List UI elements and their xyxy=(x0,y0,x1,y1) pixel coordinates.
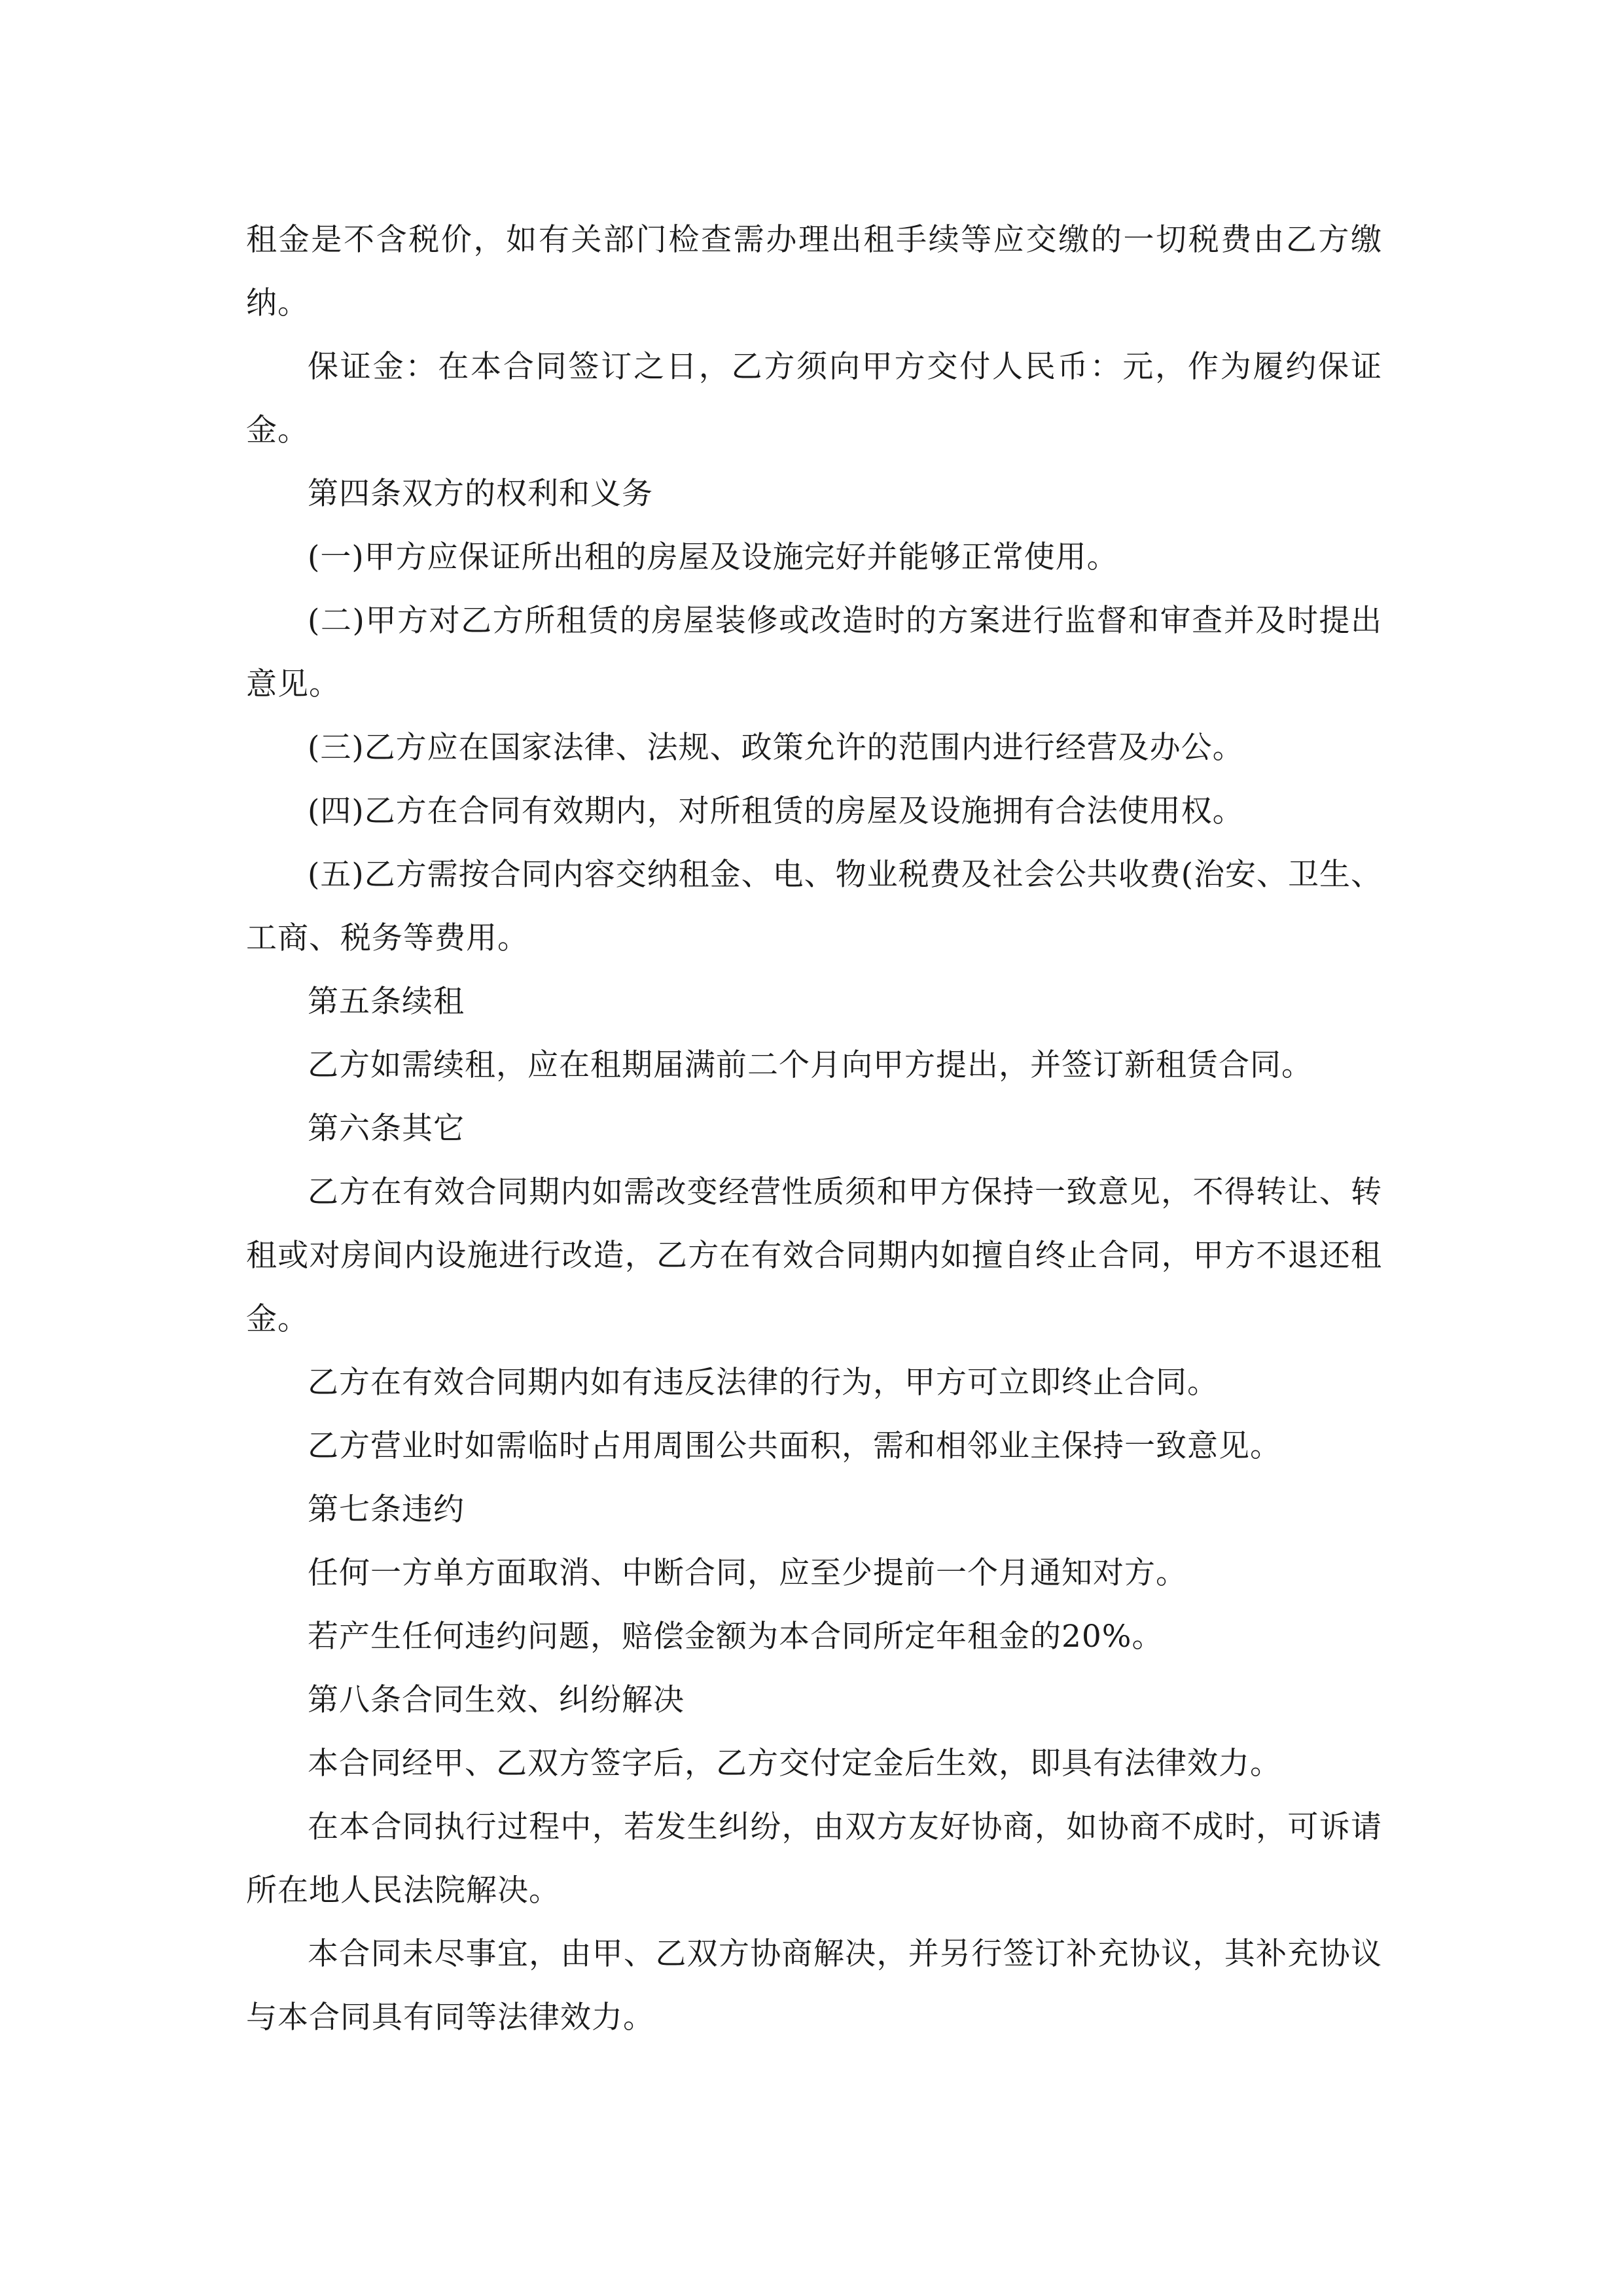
paragraph-item-1: (一)甲方应保证所出租的房屋及设施完好并能够正常使用。 xyxy=(308,539,1118,575)
paragraph-item-3: (三)乙方应在国家法律、法规、政策允许的范围内进行经营及办公。 xyxy=(308,730,1244,766)
paragraph-tax-clause: 租金是不含税价，如有关部门检查需办理出租手续等应交缴的一切税费由乙方缴纳。 xyxy=(246,222,1382,321)
paragraph-item-2: (二)甲方对乙方所租赁的房屋装修或改造时的方案进行监督和审查并及时提出意见。 xyxy=(246,603,1382,702)
paragraph-effect-1: 本合同经甲、乙双方签字后，乙方交付定金后生效，即具有法律效力。 xyxy=(308,1746,1281,1782)
section-heading-article-4: 第四条双方的权利和义务 xyxy=(308,476,653,512)
paragraph-breach-1: 任何一方单方面取消、中断合同，应至少提前一个月通知对方。 xyxy=(308,1555,1187,1591)
paragraph-item-5: (五)乙方需按合同内容交纳租金、电、物业税费及社会公共收费(治安、卫生、工商、税务等费用。 xyxy=(246,857,1383,956)
section-heading-article-5: 第五条续租 xyxy=(308,984,465,1020)
section-heading-article-7: 第七条违约 xyxy=(308,1492,465,1528)
paragraph-effect-2: 在本合同执行过程中，若发生纠纷，由双方友好协商，如协商不成时，可诉请所在地人民法院解决。 xyxy=(246,1809,1382,1909)
contract-body xyxy=(246,208,1382,2049)
section-heading-article-8: 第八条合同生效、纠纷解决 xyxy=(308,1682,685,1718)
paragraph-renewal: 乙方如需续租，应在租期届满前二个月向甲方提出，并签订新租赁合同。 xyxy=(308,1047,1313,1083)
section-heading-article-6: 第六条其它 xyxy=(308,1111,465,1147)
paragraph-other-3: 乙方营业时如需临时占用周围公共面积，需和相邻业主保持一致意见。 xyxy=(308,1428,1281,1464)
paragraph-deposit: 保证金：在本合同签订之日，乙方须向甲方交付人民币：元，作为履约保证金。 xyxy=(246,349,1382,448)
paragraph-other-2: 乙方在有效合同期内如有违反法律的行为，甲方可立即终止合同。 xyxy=(308,1365,1219,1401)
paragraph-item-4: (四)乙方在合同有效期内，对所租赁的房屋及设施拥有合法使用权。 xyxy=(308,793,1244,829)
paragraph-other-1: 乙方在有效合同期内如需改变经营性质须和甲方保持一致意见，不得转让、转租或对房间内设施进行改造，乙方在有效合同期内如擅自终止合同，甲方不退还租金。 xyxy=(246,1174,1382,1337)
paragraph-breach-2: 若产生任何违约问题，赔偿金额为本合同所定年租金的20%。 xyxy=(308,1619,1164,1655)
paragraph-effect-3: 本合同未尽事宜，由甲、乙双方协商解决，并另行签订补充协议，其补充协议与本合同具有同等法律效力。 xyxy=(246,1936,1382,2036)
